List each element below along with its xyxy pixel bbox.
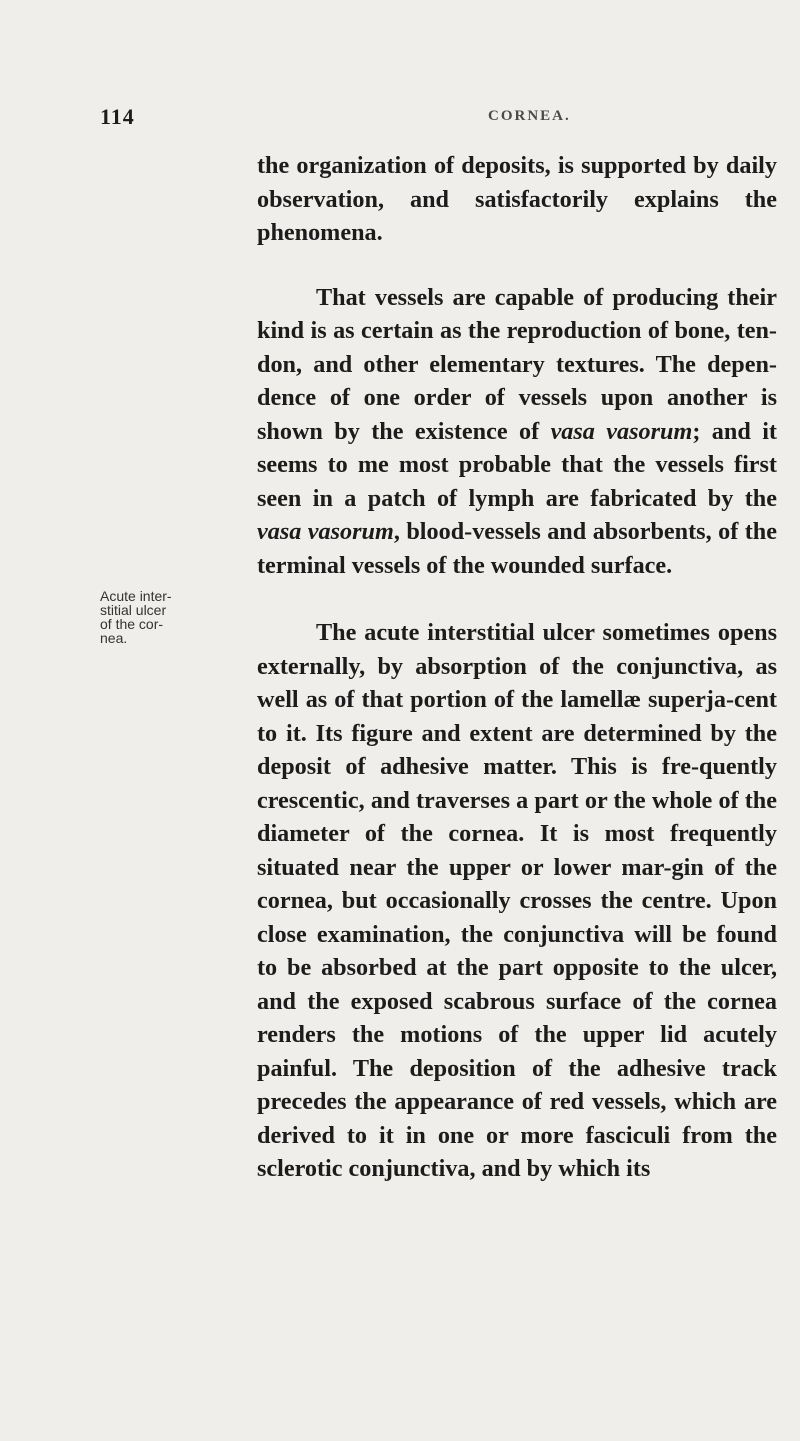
- running-head: CORNEA.: [488, 108, 571, 124]
- paragraph-text: ; and it seems to me most probable that the vessels first seen in a patch of lymph are fabricated by the: [257, 417, 777, 512]
- italic-term: vasa vasorum: [257, 518, 394, 545]
- margin-note-line: nea.: [100, 630, 128, 646]
- margin-note-line: of the cor-: [100, 616, 164, 632]
- body-text: [257, 149, 777, 1186]
- paragraph-continuation: the organization of deposits, is supported by daily observation, and satisfactorily explains the phenomena.: [257, 152, 777, 246]
- paragraph-text: That vessels are capable of producing their kind is as certain as the reproduction of bone, ten-don, and other elementary textures. The depen-dence of one order of vessels upon another is shown by the existence of: [257, 283, 777, 445]
- margin-note-line: Acute inter-: [100, 588, 172, 604]
- margin-note-line: stitial ulcer: [100, 602, 167, 618]
- paragraph-acute-ulcer: The acute interstitial ulcer sometimes opens externally, by absorption of the conjunctiva, as well as of that portion of the lamellæ superja-cent to it. Its figure and extent are determined by the deposit of adhesive matter. This is fre-quently crescentic, and traverses a part or the whole of the diameter of the cornea. It is most frequently situated near the upper or lower mar-gin of the cornea, but occasionally crosses the centre. Upon close examination, the conjunctiva will be found to be absorbed at the part opposite to the ulcer, and the exposed scabrous surface of the cornea renders the motions of the upper lid acutely painful. The deposition of the adhesive track precedes the appearance of red vessels, which are derived to it in one or more fasciculi from the sclerotic conjunctiva, and by which its: [257, 619, 777, 1182]
- page-header: [0, 104, 800, 134]
- paragraph-text: , blood-vessels and absorbents, of the terminal vessels of the wounded surface.: [257, 518, 777, 579]
- page-number: 114: [100, 104, 135, 129]
- italic-term: vasa vasorum: [550, 417, 693, 445]
- margin-note: [100, 589, 250, 645]
- paragraph-vessels: [257, 281, 777, 583]
